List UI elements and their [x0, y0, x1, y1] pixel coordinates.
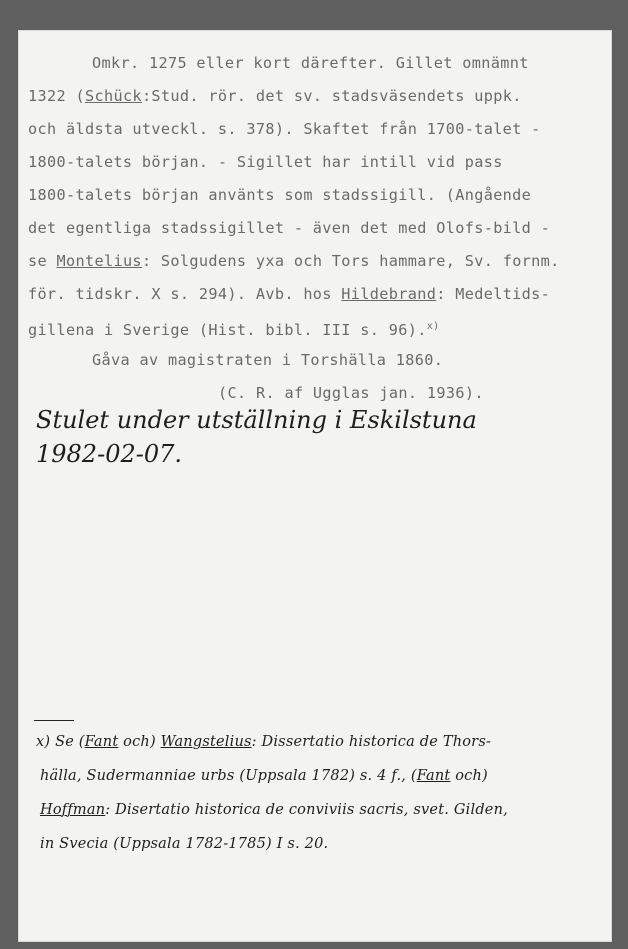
author-hildebrand: Hildebrand: [341, 285, 437, 303]
footnote-line-2: hälla, Sudermanniae urbs (Uppsala 1782) s. 4 f., (Fant och): [40, 768, 488, 784]
author-montelius: Montelius: [56, 252, 142, 270]
typed-line-9: gillena i Sverige (Hist. bibl. III s. 96).$^{x)}$: [28, 321, 440, 340]
typed-line-2: 1322 (Schück:Stud. rör. det sv. stadsväsendets uppk.: [28, 87, 522, 105]
typed-line-6: det egentliga stadssigillet - även det med Olofs-bild -: [28, 219, 551, 237]
typed-line-4: 1800-talets början. - Sigillet har intill vid pass: [28, 153, 503, 171]
footnote-ref: x): [426, 321, 440, 332]
handwritten-theft-note: Stulet under utställning i Eskilstuna: [36, 406, 477, 434]
footnote-line-4: in Svecia (Uppsala 1782-1785) I s. 20.: [40, 836, 329, 852]
footnote-line-3: Hoffman: Disertatio historica de conviviis sacris, svet. Gilden,: [40, 802, 508, 818]
typed-line-5: 1800-talets början använts som stadssigill. (Angående: [28, 186, 532, 204]
footnote-line-1: x) Se (Fant och) Wangstelius: Dissertatio historica de Thors-: [36, 734, 492, 750]
typed-line-1: Omkr. 1275 eller kort därefter. Gillet omnämnt: [92, 54, 529, 72]
footnote-rule: [34, 720, 74, 721]
typed-line-8: för. tidskr. X s. 294). Avb. hos Hildebrand: Medeltids-: [28, 285, 551, 303]
typed-line-3: och äldsta utveckl. s. 378). Skaftet från 1700-talet -: [28, 120, 541, 138]
author-schuck: Schück: [84, 87, 142, 105]
typed-line-10: Gåva av magistraten i Torshälla 1860.: [92, 351, 444, 369]
typed-signature: (C. R. af Ugglas jan. 1936).: [218, 384, 484, 402]
typed-line-7: se Montelius: Solgudens yxa och Tors hammare, Sv. fornm.: [28, 252, 560, 270]
handwritten-date: 1982-02-07.: [36, 440, 183, 468]
